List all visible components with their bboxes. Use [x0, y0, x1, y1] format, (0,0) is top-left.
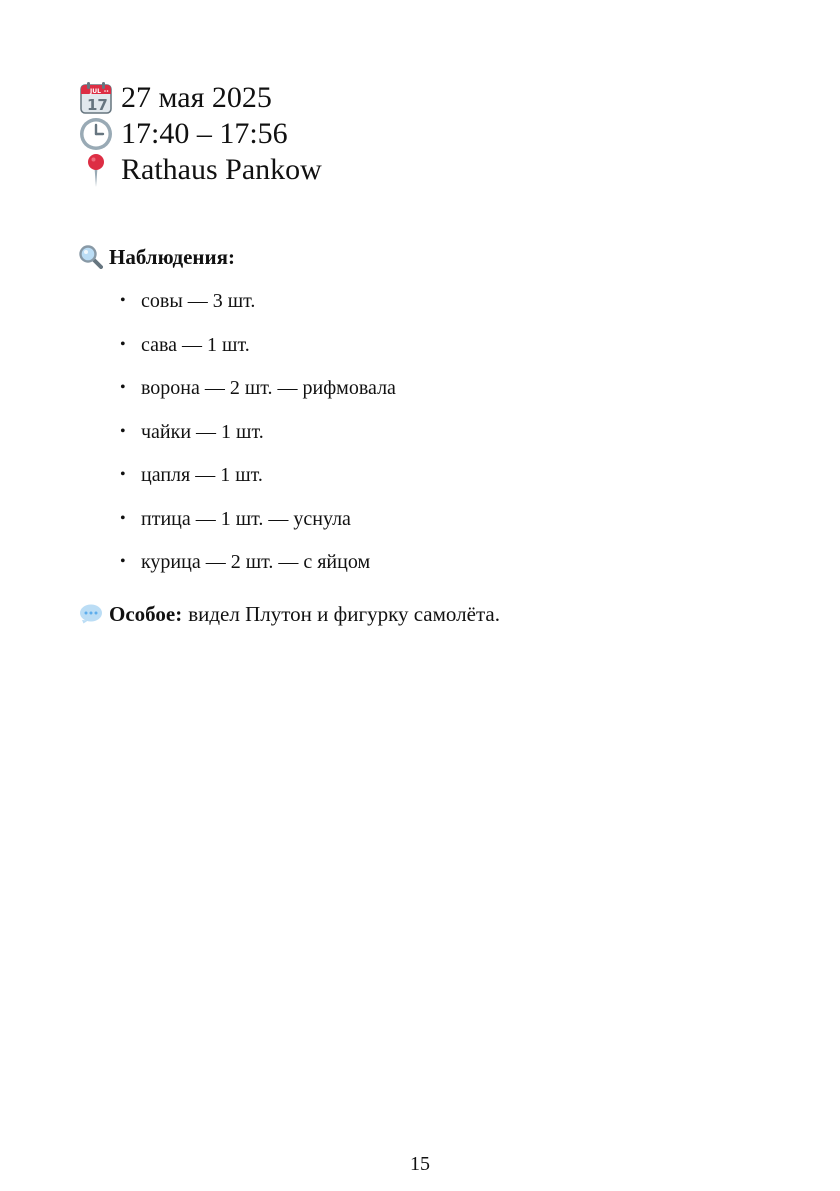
list-item	[119, 371, 396, 415]
bullet: •	[120, 335, 126, 353]
special-text: видел Плутон и фигурку самолёта.	[188, 602, 500, 626]
speech-bubble-icon	[79, 602, 103, 626]
list-item-text: курица — 2 шт. — с яйцом	[141, 551, 371, 573]
bullet: •	[120, 379, 126, 396]
observations-heading-label: Наблюдения:	[109, 245, 235, 269]
list-item	[119, 328, 396, 372]
entry-date: 27 мая 2025	[121, 81, 272, 114]
date-line	[79, 80, 322, 116]
list-item-text: ворона — 2 шт. — рифмовала	[141, 377, 396, 399]
entry-header	[79, 80, 322, 188]
observations-heading	[79, 243, 235, 271]
list-item	[119, 502, 396, 546]
list-item-text: сава — 1 шт.	[141, 333, 250, 356]
list-item	[119, 458, 396, 502]
entry-time: 17:40 – 17:56	[121, 117, 288, 150]
bullet: •	[120, 292, 126, 309]
page-number: 15	[410, 1153, 430, 1175]
list-item-text: чайки — 1 шт.	[141, 420, 264, 443]
list-item-text: совы — 3 шт.	[141, 290, 256, 312]
entry-place: Rathaus Pankow	[121, 153, 322, 186]
calendar-day-text: 17	[87, 96, 108, 114]
observations-list	[119, 284, 396, 589]
clock-icon	[79, 117, 113, 151]
list-item-text: цапля — 1 шт.	[141, 464, 263, 486]
bullet: •	[120, 509, 126, 527]
special-label: Особое:	[109, 602, 183, 626]
time-line	[79, 116, 322, 152]
bullet: •	[120, 553, 126, 570]
place-line	[79, 152, 322, 188]
list-item-text: птица — 1 шт. — уснула	[141, 507, 351, 530]
round-pushpin-icon	[79, 153, 113, 187]
calendar-icon	[79, 81, 113, 115]
bullet: •	[120, 466, 126, 483]
bullet: •	[120, 422, 126, 440]
list-item	[119, 545, 396, 589]
magnifying-glass-icon	[79, 245, 103, 269]
list-item	[119, 284, 396, 328]
calendar-month-text: JUL	[90, 88, 101, 95]
special-note	[79, 600, 500, 628]
list-item	[119, 415, 396, 459]
